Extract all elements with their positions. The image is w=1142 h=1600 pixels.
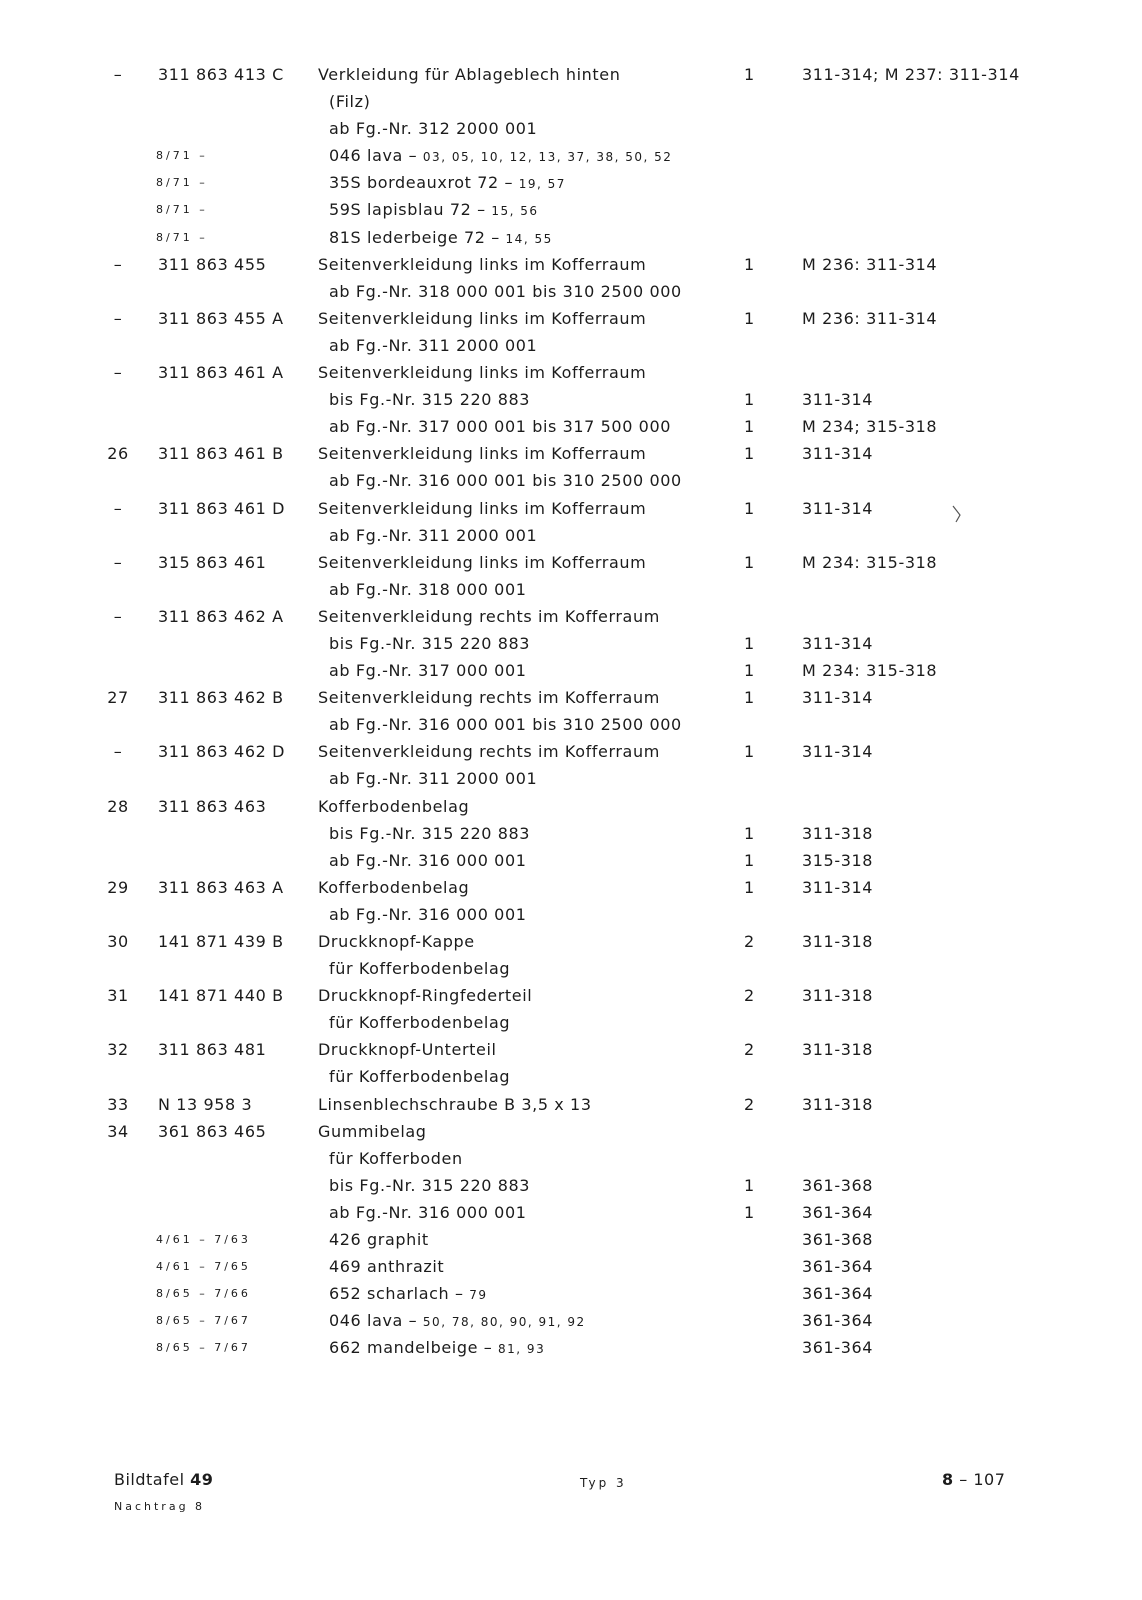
description bbox=[329, 765, 537, 792]
table-row bbox=[0, 1036, 1142, 1063]
part-number: 311 863 413 C bbox=[158, 65, 284, 84]
model-remark: 311-318 bbox=[802, 823, 874, 843]
part-number: 311 863 462 B bbox=[158, 688, 284, 708]
table-row bbox=[0, 386, 1142, 413]
part-number: 311 863 461 A bbox=[158, 363, 284, 383]
description-text: Seitenverkleidung links im Kofferraum bbox=[318, 552, 647, 572]
table-row bbox=[0, 332, 1142, 359]
quantity: 1 bbox=[744, 661, 755, 681]
quantity: 1 bbox=[744, 308, 755, 328]
description bbox=[318, 928, 475, 955]
description-text: 426 graphit bbox=[329, 1230, 429, 1250]
date-range: 8/71 – bbox=[156, 176, 208, 190]
description-text: bis Fg.-Nr. 315 220 883 bbox=[329, 1175, 531, 1195]
table-row bbox=[0, 224, 1142, 251]
table-row bbox=[0, 874, 1142, 901]
description-text: Seitenverkleidung links im Kofferraum bbox=[318, 363, 647, 383]
description-text: bis Fg.-Nr. 315 220 883 bbox=[329, 823, 531, 843]
table-row bbox=[0, 793, 1142, 820]
description bbox=[318, 495, 646, 522]
part-number: 311 863 455 A bbox=[158, 308, 284, 328]
description bbox=[318, 793, 469, 820]
model-remark: 311-314 bbox=[802, 877, 874, 897]
model-remark: 361-364 bbox=[802, 1284, 874, 1304]
table-row bbox=[0, 1009, 1142, 1036]
quantity: 1 bbox=[744, 688, 755, 708]
model-remark: 311-318 bbox=[802, 1094, 874, 1114]
description bbox=[329, 630, 530, 657]
table-row bbox=[0, 1172, 1142, 1199]
description-text: Kofferbodenbelag bbox=[318, 877, 470, 897]
description-text: 046 lava – bbox=[329, 146, 418, 166]
table-row bbox=[0, 359, 1142, 386]
description bbox=[318, 603, 660, 630]
table-row bbox=[0, 955, 1142, 982]
table-row bbox=[0, 1145, 1142, 1172]
table-row bbox=[0, 1226, 1142, 1253]
description bbox=[318, 874, 469, 901]
model-remark: 311-318 bbox=[802, 932, 874, 951]
table-row bbox=[0, 549, 1142, 576]
description-text: Seitenverkleidung rechts im Kofferraum bbox=[318, 742, 660, 762]
description-text: ab Fg.-Nr. 311 2000 001 bbox=[329, 335, 538, 355]
description-text: Seitenverkleidung links im Kofferraum bbox=[318, 444, 647, 464]
position-number: 27 bbox=[107, 688, 129, 708]
description bbox=[329, 413, 671, 440]
description bbox=[329, 1009, 510, 1036]
description-text: Druckknopf-Kappe bbox=[318, 932, 475, 951]
table-row bbox=[0, 603, 1142, 630]
description bbox=[329, 820, 530, 847]
color-code-note: 19, 57 bbox=[518, 177, 566, 192]
table-row bbox=[0, 522, 1142, 549]
table-row bbox=[0, 467, 1142, 494]
description-text: für Kofferbodenbelag bbox=[329, 1013, 511, 1033]
table-row bbox=[0, 115, 1142, 142]
table-row bbox=[0, 901, 1142, 928]
description-text: für Kofferbodenbelag bbox=[329, 959, 511, 979]
color-code-note: 03, 05, 10, 12, 13, 37, 38, 50, 52 bbox=[422, 150, 673, 165]
table-row bbox=[0, 630, 1142, 657]
position-number: 31 bbox=[107, 986, 129, 1006]
model-remark: 361-364 bbox=[802, 1338, 874, 1358]
model-remark: 311-314; M 237: 311-314 bbox=[802, 65, 1020, 84]
table-row bbox=[0, 576, 1142, 603]
description-text: Druckknopf-Ringfederteil bbox=[318, 986, 533, 1006]
description-text: Linsenblechschraube B 3,5 x 13 bbox=[318, 1094, 592, 1114]
table-row bbox=[0, 847, 1142, 874]
quantity: 2 bbox=[744, 1094, 755, 1114]
description bbox=[329, 142, 672, 171]
table-row bbox=[0, 1091, 1142, 1118]
description-text: ab Fg.-Nr. 316 000 001 bis 310 2500 000 bbox=[329, 471, 682, 491]
part-number: 315 863 461 bbox=[158, 552, 267, 572]
position-number: – bbox=[113, 498, 123, 518]
description-text: ab Fg.-Nr. 317 000 001 bbox=[329, 661, 527, 681]
table-row bbox=[0, 657, 1142, 684]
description bbox=[329, 1172, 530, 1199]
description bbox=[329, 522, 537, 549]
model-remark: 361-364 bbox=[802, 1202, 874, 1222]
model-remark: 361-368 bbox=[802, 1175, 874, 1195]
description-text: für Kofferboden bbox=[329, 1148, 463, 1168]
model-remark: M 234: 315-318 bbox=[802, 661, 938, 681]
table-row bbox=[0, 251, 1142, 278]
description bbox=[329, 1253, 444, 1280]
part-number: 141 871 440 B bbox=[158, 986, 284, 1006]
part-number: 311 863 461 D bbox=[158, 498, 285, 518]
description bbox=[329, 169, 566, 198]
table-row bbox=[0, 982, 1142, 1009]
position-number: – bbox=[113, 742, 123, 762]
page-number-value: 107 bbox=[973, 1470, 1006, 1489]
description-text: ab Fg.-Nr. 317 000 001 bis 317 500 000 bbox=[329, 417, 672, 437]
position-number: 26 bbox=[107, 444, 129, 464]
description-text: Seitenverkleidung links im Kofferraum bbox=[318, 308, 647, 328]
description bbox=[318, 1036, 497, 1063]
description bbox=[318, 738, 660, 765]
description-text: Verkleidung für Ablageblech hinten bbox=[318, 65, 621, 84]
part-number: 311 863 461 B bbox=[158, 444, 284, 464]
page-section: 8 bbox=[942, 1470, 954, 1489]
color-code-note: 79 bbox=[469, 1288, 488, 1303]
table-row bbox=[0, 305, 1142, 332]
description bbox=[318, 305, 646, 332]
description-text: ab Fg.-Nr. 318 000 001 bis 310 2500 000 bbox=[329, 281, 682, 301]
quantity: 1 bbox=[744, 850, 755, 870]
color-code-note: 81, 93 bbox=[498, 1342, 546, 1357]
description bbox=[329, 955, 510, 982]
position-number: 30 bbox=[107, 932, 129, 951]
position-number: – bbox=[113, 606, 123, 626]
quantity: 1 bbox=[744, 65, 755, 84]
description bbox=[318, 359, 646, 386]
description bbox=[318, 982, 532, 1009]
part-number: 311 863 462 D bbox=[158, 742, 285, 762]
description-text: Seitenverkleidung links im Kofferraum bbox=[318, 254, 647, 274]
description bbox=[318, 61, 620, 88]
quantity: 1 bbox=[744, 1202, 755, 1222]
part-number: 361 863 465 bbox=[158, 1121, 267, 1141]
description-text: ab Fg.-Nr. 316 000 001 bis 310 2500 000 bbox=[329, 715, 682, 735]
position-number: 32 bbox=[107, 1040, 129, 1060]
model-remark: 311-314 bbox=[802, 633, 874, 653]
date-range: 4/61 – 7/65 bbox=[156, 1260, 251, 1274]
plate-label: Bildtafel bbox=[114, 1470, 185, 1489]
vehicle-type: Typ 3 bbox=[580, 1476, 627, 1490]
description-text: Seitenverkleidung rechts im Kofferraum bbox=[318, 606, 660, 626]
description-text: bis Fg.-Nr. 315 220 883 bbox=[329, 390, 531, 410]
quantity: 2 bbox=[744, 986, 755, 1006]
model-remark: 361-368 bbox=[802, 1230, 874, 1250]
description bbox=[329, 467, 682, 494]
part-number: 311 863 462 A bbox=[158, 606, 284, 626]
description-text: Seitenverkleidung rechts im Kofferraum bbox=[318, 688, 660, 708]
plate-number: 49 bbox=[190, 1470, 214, 1489]
table-row bbox=[0, 169, 1142, 196]
description-text: 35S bordeauxrot 72 – bbox=[329, 173, 514, 193]
description-text: Gummibelag bbox=[318, 1121, 427, 1141]
model-remark: 311-318 bbox=[802, 986, 874, 1006]
description bbox=[329, 847, 527, 874]
pencil-tick-mark-icon bbox=[952, 505, 962, 523]
table-row bbox=[0, 738, 1142, 765]
description-text: 81S lederbeige 72 – bbox=[329, 227, 500, 247]
quantity: 1 bbox=[744, 552, 755, 572]
quantity: 1 bbox=[744, 444, 755, 464]
quantity: 1 bbox=[744, 633, 755, 653]
quantity: 1 bbox=[744, 877, 755, 897]
part-number: 311 863 455 bbox=[158, 254, 267, 274]
description-text: 662 mandelbeige – bbox=[329, 1338, 493, 1358]
description-text: Seitenverkleidung links im Kofferraum bbox=[318, 498, 647, 518]
model-remark: 361-364 bbox=[802, 1311, 874, 1331]
description bbox=[329, 278, 682, 305]
model-remark: 311-314 bbox=[802, 444, 874, 464]
table-row bbox=[0, 1199, 1142, 1226]
quantity: 2 bbox=[744, 932, 755, 951]
description bbox=[318, 1118, 427, 1145]
quantity: 1 bbox=[744, 390, 755, 410]
table-row bbox=[0, 413, 1142, 440]
table-row bbox=[0, 142, 1142, 169]
description bbox=[329, 657, 527, 684]
description bbox=[329, 1199, 527, 1226]
position-number: 34 bbox=[107, 1121, 129, 1141]
description bbox=[318, 440, 646, 467]
part-number: 311 863 481 bbox=[158, 1040, 267, 1060]
description-text: (Filz) bbox=[329, 92, 371, 112]
date-range: 8/65 – 7/67 bbox=[156, 1314, 251, 1328]
table-row bbox=[0, 820, 1142, 847]
model-remark: M 236: 311-314 bbox=[802, 254, 938, 274]
description-text: 652 scharlach – bbox=[329, 1284, 464, 1304]
quantity: 2 bbox=[744, 1040, 755, 1060]
table-row bbox=[0, 278, 1142, 305]
model-remark: 311-314 bbox=[802, 498, 874, 518]
description bbox=[329, 332, 537, 359]
model-remark: M 236: 311-314 bbox=[802, 308, 938, 328]
date-range: 8/71 – bbox=[156, 230, 208, 244]
model-remark: M 234; 315-318 bbox=[802, 417, 938, 437]
table-row bbox=[0, 495, 1142, 522]
description bbox=[329, 1307, 586, 1336]
description bbox=[329, 711, 682, 738]
description bbox=[329, 901, 527, 928]
description bbox=[318, 684, 660, 711]
parts-list bbox=[0, 61, 1142, 1362]
description-text: ab Fg.-Nr. 316 000 001 bbox=[329, 904, 527, 924]
color-code-note: 15, 56 bbox=[491, 204, 539, 219]
table-row bbox=[0, 1118, 1142, 1145]
description bbox=[329, 224, 553, 253]
description bbox=[329, 196, 539, 225]
description bbox=[329, 1280, 488, 1309]
table-row bbox=[0, 765, 1142, 792]
quantity: 1 bbox=[744, 742, 755, 762]
description-text: ab Fg.-Nr. 318 000 001 bbox=[329, 579, 527, 599]
description-text: 59S lapisblau 72 – bbox=[329, 200, 486, 220]
quantity: 1 bbox=[744, 823, 755, 843]
description-text: für Kofferbodenbelag bbox=[329, 1067, 511, 1087]
position-number: – bbox=[113, 254, 123, 274]
table-row bbox=[0, 928, 1142, 955]
date-range: 8/71 – bbox=[156, 203, 208, 217]
description bbox=[318, 1091, 592, 1118]
date-range: 4/61 – 7/63 bbox=[156, 1233, 251, 1247]
quantity: 1 bbox=[744, 1175, 755, 1195]
model-remark: 311-318 bbox=[802, 1040, 874, 1060]
description bbox=[329, 115, 537, 142]
quantity: 1 bbox=[744, 498, 755, 518]
part-number: N 13 958 3 bbox=[158, 1094, 253, 1114]
description bbox=[329, 1063, 510, 1090]
table-row bbox=[0, 196, 1142, 223]
table-row bbox=[0, 88, 1142, 115]
description-text: 046 lava – bbox=[329, 1311, 418, 1331]
table-row bbox=[0, 711, 1142, 738]
table-row bbox=[0, 1334, 1142, 1361]
position-number: 28 bbox=[107, 796, 129, 816]
part-number: 141 871 439 B bbox=[158, 932, 284, 951]
part-number: 311 863 463 bbox=[158, 796, 267, 816]
description bbox=[329, 576, 527, 603]
description bbox=[318, 549, 646, 576]
position-number: – bbox=[113, 65, 123, 84]
table-row bbox=[0, 440, 1142, 467]
color-code-note: 50, 78, 80, 90, 91, 92 bbox=[422, 1315, 586, 1330]
model-remark: 361-364 bbox=[802, 1257, 874, 1277]
model-remark: 311-314 bbox=[802, 742, 874, 762]
plate-reference bbox=[114, 1470, 213, 1489]
table-row bbox=[0, 1253, 1142, 1280]
table-row bbox=[0, 1280, 1142, 1307]
description bbox=[329, 88, 370, 115]
model-remark: 311-314 bbox=[802, 688, 874, 708]
table-row bbox=[0, 1307, 1142, 1334]
supplement-label: Nachtrag 8 bbox=[114, 1500, 206, 1513]
model-remark: 311-314 bbox=[802, 390, 874, 410]
date-range: 8/65 – 7/66 bbox=[156, 1287, 251, 1301]
description-text: Druckknopf-Unterteil bbox=[318, 1040, 497, 1060]
table-row bbox=[0, 684, 1142, 711]
position-number: – bbox=[113, 308, 123, 328]
description bbox=[329, 1226, 429, 1253]
date-range: 8/71 – bbox=[156, 149, 208, 163]
date-range: 8/65 – 7/67 bbox=[156, 1341, 251, 1355]
page-dash: – bbox=[959, 1470, 968, 1489]
part-number: 311 863 463 A bbox=[158, 877, 284, 897]
description-text: ab Fg.-Nr. 311 2000 001 bbox=[329, 769, 538, 789]
model-remark: M 234: 315-318 bbox=[802, 552, 938, 572]
color-code-note: 14, 55 bbox=[505, 231, 553, 246]
description-text: ab Fg.-Nr. 316 000 001 bbox=[329, 1202, 527, 1222]
position-number: 29 bbox=[107, 877, 129, 897]
description-text: ab Fg.-Nr. 312 2000 001 bbox=[329, 119, 538, 139]
model-remark: 315-318 bbox=[802, 850, 874, 870]
position-number: – bbox=[113, 363, 123, 383]
description-text: Kofferbodenbelag bbox=[318, 796, 470, 816]
table-row bbox=[0, 61, 1142, 88]
quantity: 1 bbox=[744, 254, 755, 274]
position-number: – bbox=[113, 552, 123, 572]
description bbox=[329, 1334, 545, 1363]
quantity: 1 bbox=[744, 417, 755, 437]
description-text: ab Fg.-Nr. 316 000 001 bbox=[329, 850, 527, 870]
description-text: ab Fg.-Nr. 311 2000 001 bbox=[329, 525, 538, 545]
description bbox=[329, 1145, 463, 1172]
description bbox=[318, 251, 646, 278]
position-number: 33 bbox=[107, 1094, 129, 1114]
description-text: 469 anthrazit bbox=[329, 1257, 445, 1277]
description-text: bis Fg.-Nr. 315 220 883 bbox=[329, 633, 531, 653]
description bbox=[329, 386, 530, 413]
page-number bbox=[942, 1470, 1005, 1489]
table-row bbox=[0, 1063, 1142, 1090]
